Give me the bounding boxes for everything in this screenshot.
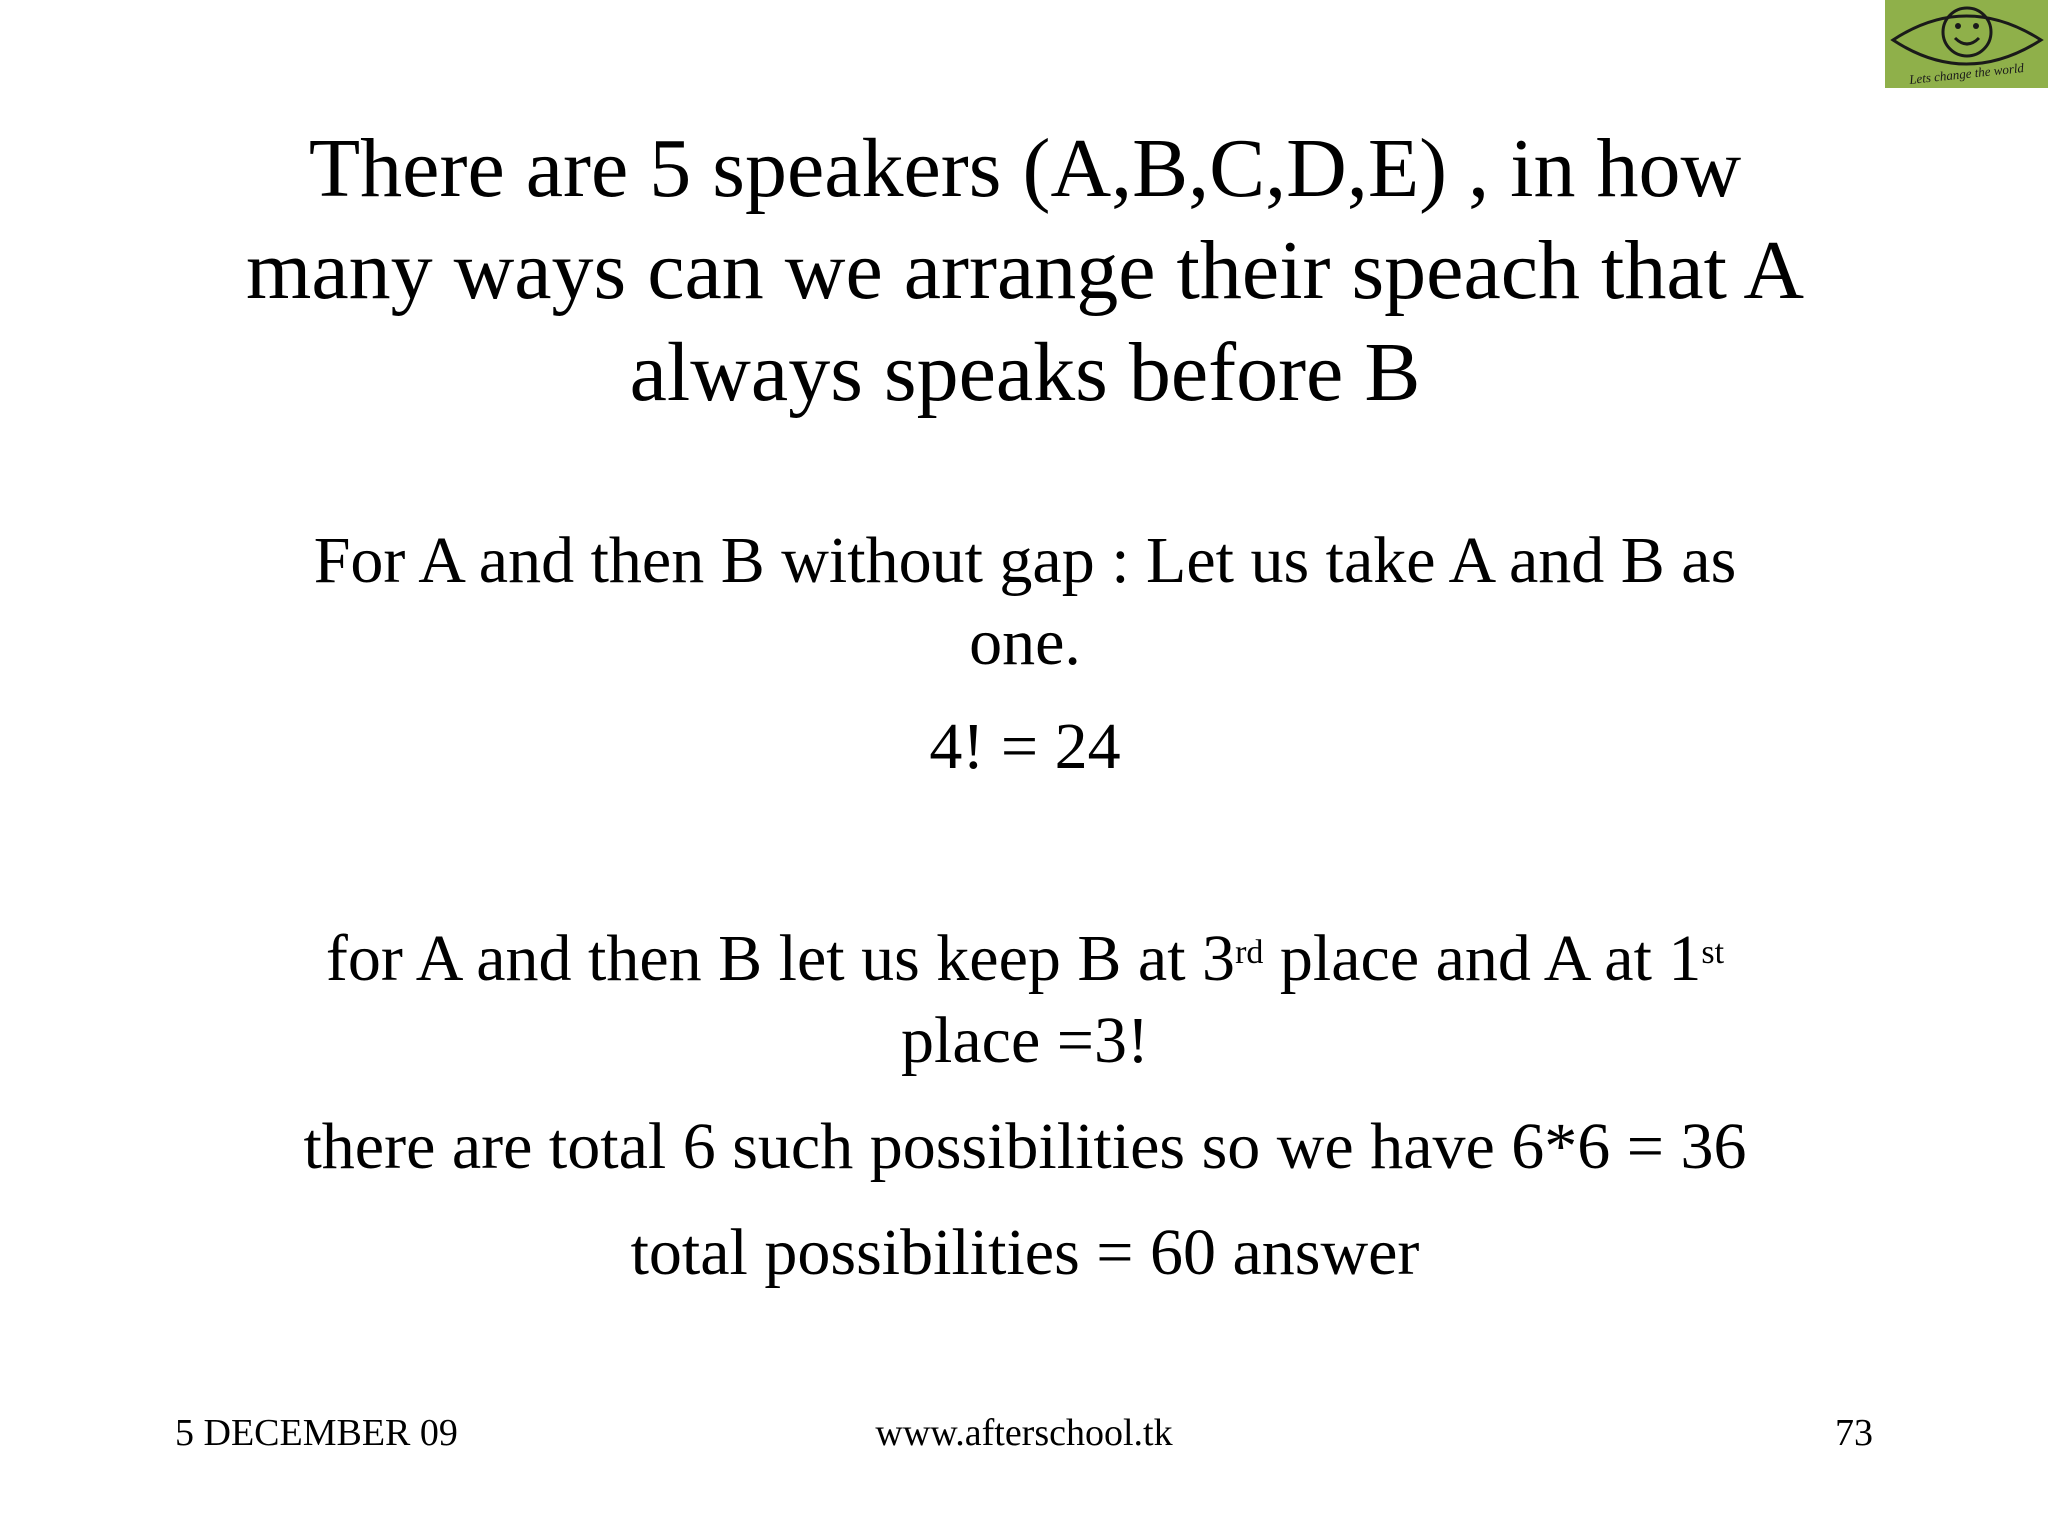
logo — [1885, 0, 2048, 88]
smiley-eye-icon — [1885, 0, 2048, 88]
paragraph-3-line-1 — [130, 918, 1920, 1000]
slide-title — [130, 118, 1920, 424]
paragraph-with-gap — [130, 918, 1920, 1082]
paragraph-possibilities: there are total 6 such possibilities so we have 6*6 = 36 — [303, 1110, 1747, 1183]
title-line-2: many ways can we arrange their speach that A — [245, 224, 1805, 317]
paragraph-without-gap — [130, 520, 1920, 684]
paragraph-answer: total possibilities = 60 answer — [630, 1216, 1420, 1289]
paragraph-1-line-1: For A and then B without gap : Let us take A and B as — [313, 524, 1737, 597]
footer-url: www.afterschool.tk — [875, 1412, 1173, 1454]
paragraph-1-line-2: one. — [969, 606, 1081, 679]
title-line-3: always speaks before B — [629, 326, 1421, 419]
logo-tagline: Lets change the world — [1908, 60, 2025, 88]
footer-page-number: 73 — [1835, 1412, 1873, 1454]
paragraph-3-line-2: place =3! — [901, 1004, 1149, 1077]
paragraph-factorial: 4! = 24 — [929, 710, 1121, 783]
paragraph-3-text-a: for A and then B let us keep B at 3 — [325, 922, 1236, 995]
ordinal-st: st — [1701, 934, 1725, 971]
title-line-1: There are 5 speakers (A,B,C,D,E) , in how — [308, 122, 1742, 215]
footer-date: 5 DECEMBER 09 — [175, 1412, 458, 1454]
ordinal-rd: rd — [1235, 934, 1264, 971]
paragraph-3-text-b: place and A at 1 — [1263, 922, 1702, 995]
